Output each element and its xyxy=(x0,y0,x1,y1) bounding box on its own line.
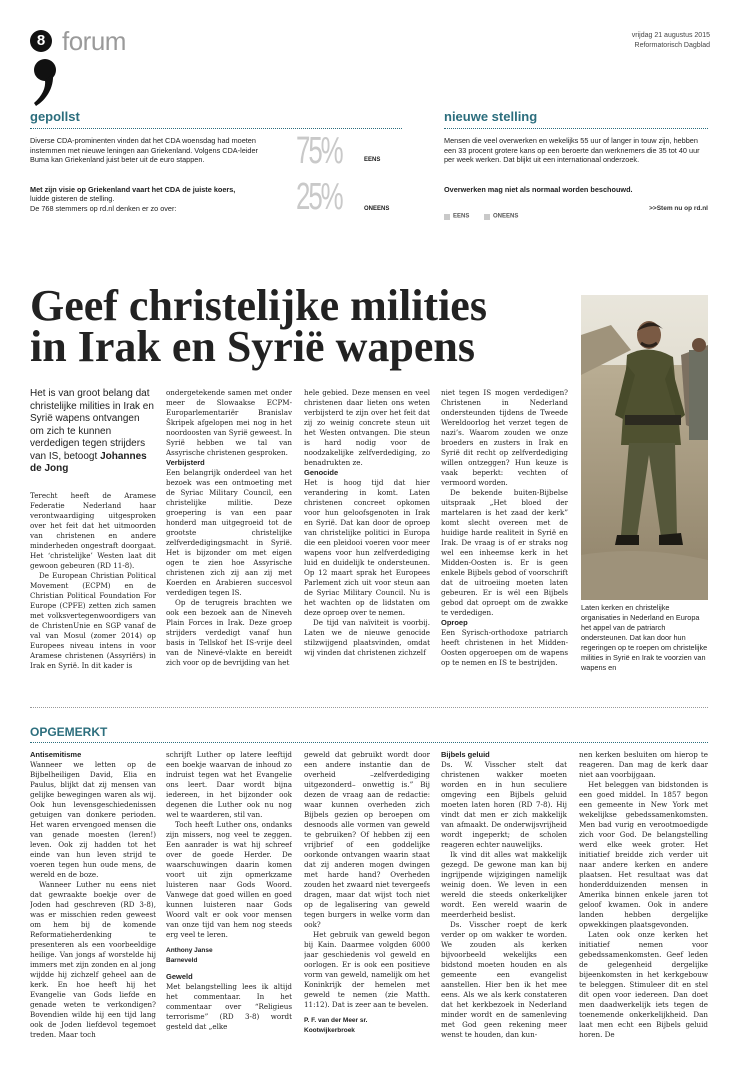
poll-text: Diverse CDA-prominenten vinden dat het CDA woensdag had moeten instemmen met nieuwe leningen aan Griekenland. Volgens CDA-leider Buma kan Griekenland juist beter uit de euro stappen. xyxy=(30,136,258,164)
page-header xyxy=(30,26,710,106)
article-paragraph: Op de terugreis brachten we ook een bezoek aan de Nineveh Plain Forces in Irak. Deze groep strijders verdedigt vanaf hun basis in Tellskof het IS-vrije deel van de Ninevé-vlakte en bereidt zich voor op de bevrijding van het xyxy=(166,598,292,667)
statement-text: Mensen die veel overwerken en wekelijks 55 uur of langer in touw zijn, hebben een 33 procent grotere kans op een beroerte dan werknemers die 35 tot 40 uur per week werken. Dat blijkt uit een internationaal onderzoek. xyxy=(444,136,700,164)
poll-question: Met zijn visie op Griekenland vaart het CDA de juiste koers, xyxy=(30,185,236,194)
letter-column-1 xyxy=(30,750,156,1050)
article-paragraph: De tijd van naïviteit is voorbij. Laten we de nieuwe genocide stilzwijgend plaatsvinden, omdat wij vinden dat christenen zichzelf xyxy=(304,618,430,657)
intro-text: Het is van groot belang dat christelijke milities in Irak en Syrië wapens ontvangen om zich te kunnen verdedigen tegen strijders van IS, betoogt xyxy=(30,388,154,462)
subheading-verbijsterd: Verbijsterd xyxy=(166,458,205,467)
poll-no-label: ONEENS xyxy=(364,206,390,212)
article-column-1 xyxy=(30,491,156,696)
publication-name: Reformatorisch Dagblad xyxy=(634,42,710,49)
page-number: 8 xyxy=(30,30,52,52)
article-paragraph: niet tegen IS mogen verdedigen? Christenen in Nederland ondersteunden tijdens de Tweede Wereldoorlog het verzet tegen de nazi’s. Waarom zouden we onze broeders en zusters in Irak en Syrië dit recht op zelfverdediging willen ontzeggen? Hun keuze is vaak beperkt: vechten of vermoord worden. xyxy=(441,388,568,487)
letter-place: Kootwijkerbroek xyxy=(304,1027,355,1034)
vote-no-label: ONEENS xyxy=(493,213,519,220)
vote-link[interactable]: >>Stem nu op rd.nl xyxy=(649,205,708,212)
letter-paragraph: Het gebruik van geweld begon bij Kain. Daarmee volgden 6000 jaar geschiedenis vol geweld en oorlogen. Er is ook een positieve vorm van geweld, namelijk om het Koninkrijk der hemelen met geweld te nemen (zie Matth. 11:12). Dat is zeer aan te bevelen. xyxy=(304,930,430,1009)
letter-heading-bijbels-geluid: Bijbels geluid xyxy=(441,750,490,759)
letter-paragraph: Met belangstelling lees ik altijd het commentaar. In het commentaar over “Religieus terrorisme” (RD 3-8) wordt gesteld dat „elke xyxy=(166,982,292,1031)
poll-subtext: luidde gisteren de stelling. De 768 stemmers op rd.nl denken er zo over: xyxy=(30,194,177,213)
letter-paragraph: Wanneer we letten op de Bijbelheiligen David, Elia en Paulus, blijkt dat zij mensen van gelijke bewegingen waren als wij. Ook hun levensgeschiedenissen getuigen van donkere perioden. Het waren ervengoed mensen die van genade moesten (leren!) leven. Ook zij hadden tot het einde van hun leven strijd te voeren tegen hun oude mens, de wereld en de boze. xyxy=(30,760,156,879)
subheading-oproep: Oproep xyxy=(441,618,468,627)
article-paragraph: De European Christian Political Movement (ECPM) en de Christian Political Foundation For Europe (CPFE) zetten zich samen met volksvertegenwoordigers van de ChristenUnie en SGP vanaf de val van Mosul (zomer 2014) op Europees niveau intens in voor Aramese christenen (Assyriërs) in Irak en Syrië. In dit kader is xyxy=(30,571,156,670)
letter-paragraph: Ds. W. Visscher stelt dat christenen wakker moeten worden en in hun seculiere omgeving een Bijbels geluid moeten laten horen (RD 7-8). Hij vindt dat men er zich makkelijk van afmaakt. De onderwijsvrijheid wordt ingeperkt; de scholen reageren echter nauwelijks. xyxy=(441,760,567,849)
letter-paragraph: Laten ook onze kerken het initiatief nemen voor gebedssamenkomsten. Geef leden de gelegenheid dergelijke bijeenkomsten in het kerkgebouw te beleggen. Stimuleer dit en stel dit open voor iedereen. Dan doet men daadwerkelijk iets tegen de toenemende onkerkelijkheid. Dan laat men echt een Bijbels geluid horen. De xyxy=(579,930,708,1039)
article-headline xyxy=(30,281,590,371)
letter-signature: Anthony Janse xyxy=(166,947,213,954)
checkbox-icon xyxy=(484,214,490,220)
section-name: forum xyxy=(62,26,126,56)
poll-title: gepollst xyxy=(30,108,402,129)
letter-paragraph: nen kerken besluiten om hierop te reageren. Dan mag de kerk daar niet aan voorbijgaan. xyxy=(579,750,708,779)
vote-yes-option[interactable] xyxy=(444,206,470,220)
letter-paragraph: Toch heeft Luther ons, ondanks zijn missers, nog veel te zeggen. Een aanrader is wat hij schreef over de goede Herder. De waarschuwingen daarin komen voort uit zijn opmerkzame luisteren naar Gods Woord. Vanwege dat goed willen en goed kunnen luisteren naar Gods Woord valt er ook voor mensen van onze tijd van hem nog steeds erg veel te leren. xyxy=(166,820,292,939)
vote-yes-label: EENS xyxy=(453,213,470,220)
letter-paragraph: schrijft Luther op latere leeftijd een boekje waarvan de inhoud zo indruist tegen wat het Evangelie ons leert. Daar wordt bijna iedereen, in het bijzonder ook degenen die Luther ook nu nog wel te waarderen, stil van. xyxy=(166,750,292,819)
statement-title: nieuwe stelling xyxy=(444,108,708,129)
issue-date: vrijdag 21 augustus 2015 xyxy=(631,32,710,39)
letter-heading-antisemitisme: Antisemitisme xyxy=(30,750,82,759)
article-column-2 xyxy=(166,388,292,696)
letter-paragraph: Wanneer Luther nu eens niet dat gewraakte boekje over de Joden had geschreven (RD 3-8), was er misschien reden geweest om hem bij de komende Reformatieherdenking te presenteren als een voorbeeldige heilige. Van jongs af worstelde hij immers met zijn zonden en al jong wijdde hij zichzelf geheel aan de kerk. En hoe heeft hij het Evangelie van Gods liefde en genade weten te verkondigen? Bovendien wilde hij een tijd lang ook de Joden liefdevol tegemoet treden. Maar toch xyxy=(30,880,156,1039)
opgemerkt-divider xyxy=(30,707,708,708)
checkbox-icon xyxy=(444,214,450,220)
letter-column-3 xyxy=(304,750,430,1050)
statement-proposition: Overwerken mag niet als normaal worden beschouwd. xyxy=(444,185,633,194)
statement-section xyxy=(444,108,708,226)
article-paragraph: Een Syrisch-orthodoxe patriarch heeft christenen in het Midden-Oosten opgeroepen om de wapens op te nemen en IS te bestrijden. xyxy=(441,628,568,667)
headline-line-1: Geef christelijke milities xyxy=(30,281,487,330)
letter-heading-geweld: Geweld xyxy=(166,972,193,981)
letter-paragraph: Het beleggen van bidstonden is een goed middel. In 1857 begon een gemeente in New York met wekelijkse gebedssamenkomsten. Men bad vurig en verootmoedigde zich voor God. De belangstelling werd elke week groter. Het initiatief breidde zich verder uit naar andere kerken en andere plaatsen. Het resultaat was dat honderdduizenden mensen in Amerika binnen enkele jaren tot geloof kwamen. Ook in andere landen hebben dergelijke opwekkingen plaatsgevonden. xyxy=(579,780,708,929)
letter-column-4 xyxy=(441,750,567,1050)
poll-yes-label: EENS xyxy=(364,157,381,163)
article-author: Johannes de Jong xyxy=(30,450,147,474)
poll-section xyxy=(30,108,402,226)
article-column-3 xyxy=(304,388,430,696)
article-paragraph: Terecht heeft de Aramese Federatie Nederland haar verontwaardiging uitgesproken over het feit dat het uitmoorden van christenen en andere minderheden ongestraft doorgaat. Het ‘christelijke’ Westen laat dit gewoon gebeuren (RD 11-8). xyxy=(30,491,156,570)
article-paragraph: ondergetekende samen met onder meer de Slowaakse ECPM-Europarlementariër Branislav Škripek afgelopen mei nog in het noordoosten van Syrië geweest. In Syrië hebben we tal van Assyrische christenen gesproken. xyxy=(166,388,292,457)
article-paragraph: Het is hoog tijd dat hier verandering in komt. Laten christenen concreet opkomen voor hun geloofsgenoten in Irak en Syrië. Dat kan door de oproep van christelijke politici in Europa die een pleidooi voeren voor meer wapens voor hun zelfverdediging luid en duidelijk te ondersteunen. Op 12 maart sprak het Europees Parlement zich uit voor steun aan de Syriac Military Council. Nu is het wachten op de lidstaten om deze oproep over te nemen. xyxy=(304,478,430,617)
article-paragraph: Een belangrijk onderdeel van het bezoek was een ontmoeting met de Syriac Military Council, een christelijke militie. Deze groepering is van een paar honderd man uitgegroeid tot de grootste christelijke zelfverdedigingsmacht in Syrië. Het is bijzonder om met eigen ogen te zien hoe Assyrische christenen zich zij aan zij met Koerden en Arabieren succesvol verdedigen tegen IS. xyxy=(166,468,292,597)
article-paragraph: hele gebied. Deze mensen en veel christenen daar lieten ons weten verbijsterd te zijn over het feit dat zij zo weinig concrete steun uit het Westen ontvangen. Die steun is hard nodig voor de noodzakelijke zelfverdediging, zo benadrukten ze. xyxy=(304,388,430,467)
letter-paragraph: Ds. Visscher roept de kerk verder op om wakker te worden. We zouden als kerken bijvoorbeeld wekelijks een bidstond moeten houden en als gemeente een evangelist aanstellen. Hier ben ik het mee eens. Als we als kerk constateren dat het kerkbezoek in Nederland minder wordt en de samenleving met God geen rekening meer wenst te houden, dan kun- xyxy=(441,920,567,1039)
letter-column-5 xyxy=(579,750,708,1050)
article-photo xyxy=(581,295,708,600)
letter-column-2 xyxy=(166,750,292,1050)
photo-caption: Laten kerken en christelijke organisaties in Nederland en Europa het appel van de patriarch ondersteunen. Dat kan door hun regeringen op te roepen om christelijke milities in Syrië en Irak te voorzien van wapens en xyxy=(581,603,708,672)
opgemerkt-rule xyxy=(30,742,708,743)
poll-yes-percentage: 75% xyxy=(296,130,342,172)
headline-line-2: in Irak en Syrië wapens xyxy=(30,322,475,371)
letter-paragraph: geweld dat gebruikt wordt door een andere instantie dan de overheid –zelfverdediging uitgezonderd– onwettig is.” Bij dezen de vraag aan de redactie: waar kunnen overheden zich Bijbels gezien op beroepen om desnoods alle vormen van geweld te gebruiken? Of hebben zij een vrijbrief of een goddelijke oorkonde ontvangen waarin staat dat zij anderen mogen dwingen met harde hand? Overheden zouden het zwaard niet tevergeefs dragen, maar dat wijst toch niet op de legalisering van geweld tegen burgers in welke vorm dan ook? xyxy=(304,750,430,929)
article-paragraph: De bekende buiten-Bijbelse uitspraak „Het bloed der martelaren is het zaad der kerk” komt slecht overeen met de huidige harde realiteit in Syrië en Irak. De vraag is of er straks nog wel een inheemse kerk in het Midden-Oosten is. Er is geen enkele Bijbels gebod of voorschrift dat de uitroeiing moeten laten gebeuren. Er is wél een Bijbels gebod dat oproept om de zwakke te verdedigen. xyxy=(441,488,568,617)
article-column-4 xyxy=(441,388,568,696)
letter-paragraph: Ik vind dit alles wat makkelijk gezegd. De gewone man kan bij ingrijpende wijzigingen namelijk weinig doen. We leven in een wereld die steeds onkerkelijker wordt. Een wereld waarin de meerderheid beslist. xyxy=(441,850,567,919)
subheading-genocide: Genocide xyxy=(304,468,339,477)
vote-no-option[interactable] xyxy=(484,206,519,220)
comma-logo xyxy=(32,58,58,112)
opgemerkt-title: OPGEMERKT xyxy=(30,725,108,739)
letter-signature: P. F. van der Meer sr. xyxy=(304,1017,368,1024)
poll-no-percentage: 25% xyxy=(296,176,342,218)
article-intro xyxy=(30,388,156,476)
letter-place: Barneveld xyxy=(166,957,198,964)
